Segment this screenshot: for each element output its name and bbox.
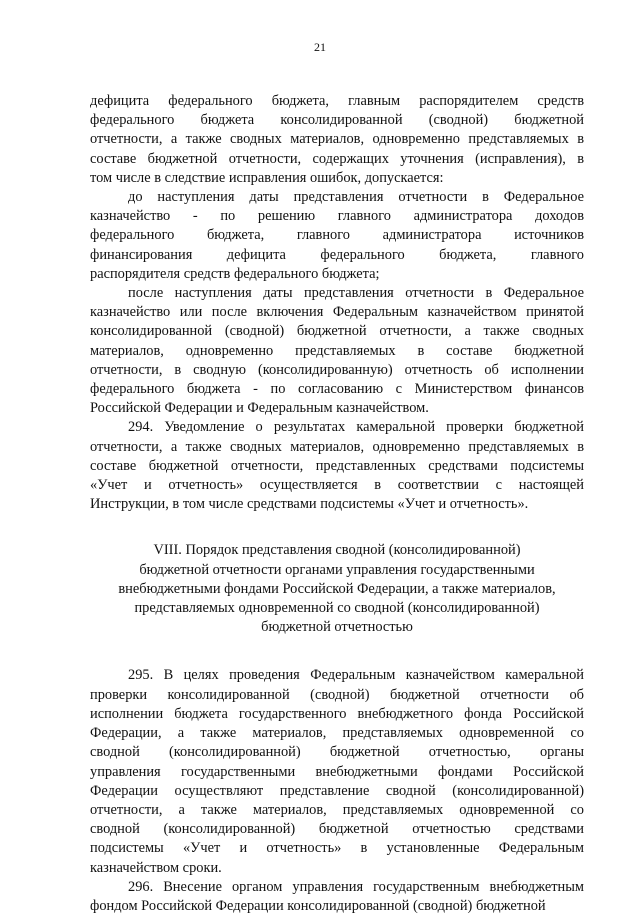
section-heading-line: бюджетной отчетности органами управления государственными	[139, 561, 535, 578]
paragraph-line: отчетности, а также сводных материалов, одновременно представляемых в	[90, 438, 584, 455]
paragraph-line: сводной (консолидированной) бюджетной отчетностью, органы	[90, 744, 584, 761]
section-heading-line: бюджетной отчетностью	[261, 619, 413, 636]
section-heading-line: VIII. Порядок представления сводной (консолидированной)	[153, 542, 521, 559]
section-heading	[90, 541, 584, 637]
document-body	[90, 92, 584, 916]
paragraph-line: казначейством сроки.	[90, 859, 222, 876]
paragraph-line: федерального бюджета - по согласованию с Министерством финансов	[90, 381, 584, 398]
paragraph-line: отчетности, в сводную (консолидированную) отчетность об исполнении	[90, 361, 584, 378]
paragraph-line: фондом Российской Федерации консолидированной (сводной) бюджетной	[90, 897, 546, 914]
paragraphs-before	[90, 92, 584, 514]
paragraphs-after	[90, 666, 584, 916]
section-heading-line: внебюджетными фондами Российской Федерации, а также материалов,	[118, 580, 556, 597]
paragraph-line: Российской Федерации и Федеральным казначейством.	[90, 400, 429, 417]
paragraph-line: сводной (консолидированной) бюджетной отчетностью средствами	[90, 821, 584, 838]
paragraph-line: консолидированной (сводной) бюджетной отчетности, а также сводных	[90, 323, 584, 340]
paragraph	[90, 188, 584, 284]
paragraph-line: Федерации, а также материалов, представляемых одновременной со	[90, 725, 584, 742]
paragraph	[90, 418, 584, 514]
paragraph-line: Федерации осуществляют представление сводной (консолидированной)	[90, 782, 584, 799]
paragraph	[90, 92, 584, 188]
paragraph-line: отчетности, а также сводных материалов, одновременно представляемых в	[90, 131, 584, 148]
paragraph-line: федерального бюджета, главного администратора источников	[90, 227, 584, 244]
paragraph-line: дефицита федерального бюджета, главным распорядителем средств	[90, 93, 584, 109]
paragraph-line: составе бюджетной отчетности, представленных средствами подсистемы	[90, 457, 584, 474]
paragraph-line: финансирования дефицита федерального бюджета, главного	[90, 246, 584, 263]
paragraph-line: распорядителя средств федерального бюджета;	[90, 265, 380, 282]
paragraph-line: 294. Уведомление о результатах камеральной проверки бюджетной	[128, 419, 584, 436]
paragraph-line: проверки консолидированной (сводной) бюджетной отчетности об	[90, 686, 584, 703]
paragraph-line: управления государственными внебюджетными фондами Российской	[90, 763, 584, 780]
paragraph-line: исполнении бюджета государственного внебюджетного фонда Российской	[90, 705, 584, 722]
paragraph-line: Инструкции, в том числе средствами подсистемы «Учет и отчетность».	[90, 496, 529, 513]
paragraph-line: до наступления даты представления отчетности в Федеральное	[128, 189, 584, 206]
paragraph-line: 296. Внесение органом управления государственным внебюджетным	[128, 878, 584, 895]
paragraph-line: федерального бюджета консолидированной (сводной) бюджетной	[90, 112, 584, 129]
paragraph-line: казначейство - по решению главного администратора доходов	[90, 208, 584, 225]
paragraph-line: том числе в следствие исправления ошибок, допускается:	[90, 169, 444, 186]
paragraph-line: материалов, одновременно представляемых в составе бюджетной	[90, 342, 584, 359]
paragraph-line: 295. В целях проведения Федеральным казначейством камеральной	[128, 667, 584, 684]
paragraph-line: составе бюджетной отчетности, содержащих уточнения (исправления), в	[90, 150, 584, 167]
paragraph-line: казначейство или после включения Федеральным казначейством принятой	[90, 304, 584, 321]
section-heading-line: представляемых одновременной со сводной (консолидированной)	[134, 600, 540, 617]
paragraph-line: «Учет и отчетность» осуществляется в соответствии с настоящей	[90, 477, 584, 494]
paragraph	[90, 284, 584, 418]
page-number: 21	[314, 40, 326, 54]
paragraph-line: отчетности, а также материалов, представляемых одновременной со	[90, 801, 584, 818]
paragraph	[90, 666, 584, 877]
paragraph-line: подсистемы «Учет и отчетность» в установленные Федеральным	[90, 840, 584, 857]
paragraph-line: после наступления даты представления отчетности в Федеральное	[128, 285, 584, 302]
paragraph	[90, 878, 584, 916]
